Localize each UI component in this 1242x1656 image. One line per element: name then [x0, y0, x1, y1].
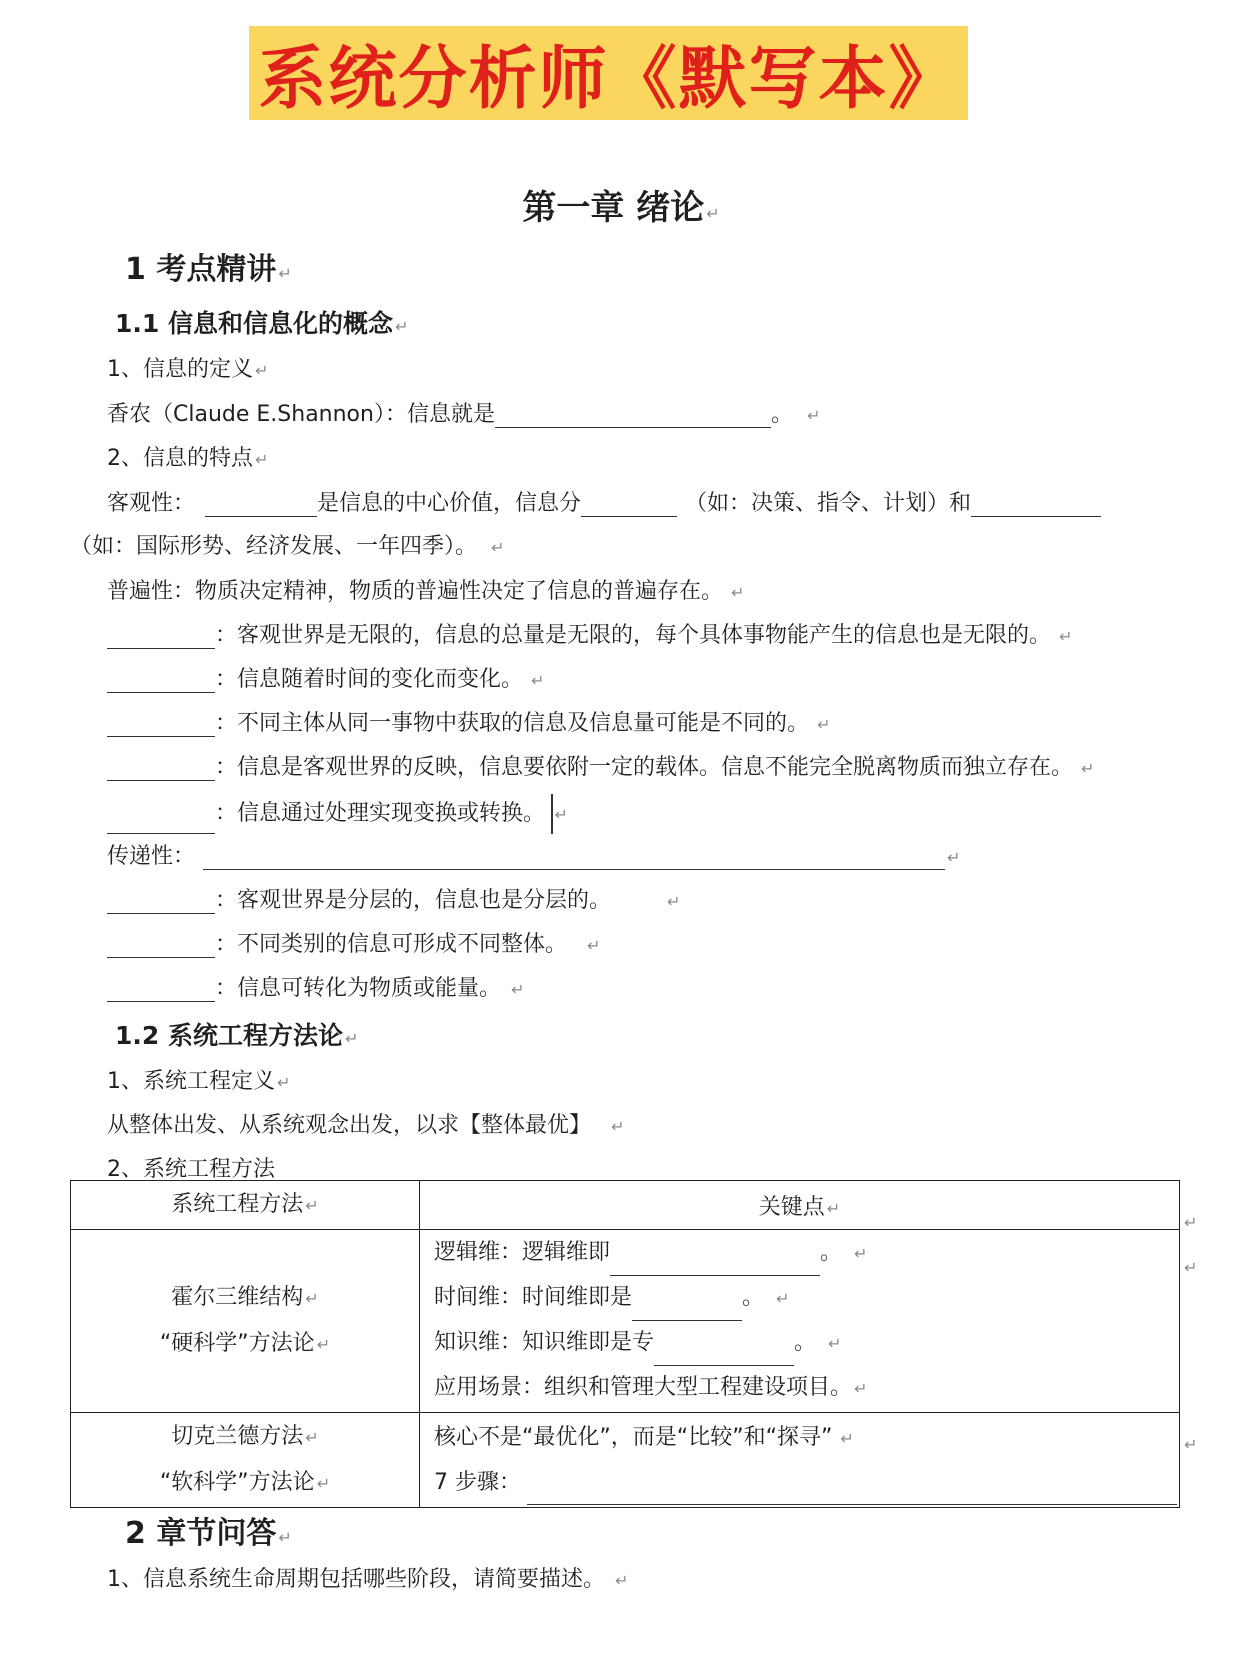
section-heading-1: [125, 244, 292, 288]
fill-blank[interactable]: [581, 492, 677, 517]
keypoint-text: 逻辑维：逻辑维即: [434, 1240, 611, 1265]
fill-blank[interactable]: [107, 889, 215, 914]
table-header-row: [71, 1181, 1180, 1230]
row-end-mark: ↵: [1184, 1435, 1198, 1454]
keypoint-text: 7 步骤：: [434, 1469, 521, 1495]
fill-item-row: [107, 883, 680, 914]
question-1: [107, 1562, 628, 1593]
paragraph-mark: ↵: [667, 892, 681, 911]
table-row: [71, 1413, 1180, 1508]
method-cell-checkland: [71, 1413, 420, 1508]
row-end-mark: ↵: [1184, 1213, 1198, 1232]
shannon-line: [107, 397, 820, 428]
fill-blank[interactable]: [654, 1341, 794, 1366]
subsection-heading-text: 1.1 信息和信息化的概念: [115, 309, 393, 338]
section-heading-2: [125, 1508, 292, 1552]
paragraph-mark: ↵: [947, 848, 961, 867]
subsection-heading-1-1: [115, 304, 408, 340]
fill-blank[interactable]: [107, 756, 215, 781]
methods-table: [70, 1180, 1180, 1508]
paragraph-mark: ↵: [706, 204, 720, 223]
table-header-cell: [420, 1181, 1180, 1230]
objectivity-line: [107, 486, 1101, 517]
paragraph-mark: ↵: [345, 1029, 359, 1048]
fill-item-row: [107, 750, 1094, 781]
paragraph-mark: ↵: [817, 715, 831, 734]
keypoint-text: 知识维：知识维即是专: [434, 1330, 655, 1355]
paragraph-mark: ↵: [305, 1196, 319, 1215]
line-text: （如：国际形势、经济发展、一年四季）。: [70, 534, 478, 559]
paragraph-mark: ↵: [615, 1571, 629, 1590]
fill-blank[interactable]: [495, 403, 771, 428]
paragraph-mark: ↵: [776, 1289, 790, 1308]
method-type: “硬科学”方法论: [159, 1331, 315, 1356]
line-text: ：不同类别的信息可形成不同整体。: [215, 932, 568, 957]
fill-blank[interactable]: [205, 492, 317, 517]
line-text: ：客观世界是无限的，信息的总量是无限的，每个具体事物能产生的信息也是无限的。: [215, 623, 1052, 648]
fill-blank[interactable]: [107, 668, 215, 693]
keypoint-text: 。: [742, 1285, 765, 1310]
subsection-heading-1-2: [115, 1016, 358, 1052]
line-text: 香农（Claude E.Shannon）：信息就是: [107, 402, 495, 427]
method-name: 霍尔三维结构: [171, 1285, 304, 1310]
fill-item-row: [107, 971, 524, 1002]
paragraph-mark: ↵: [531, 671, 545, 690]
paragraph-mark: ↵: [491, 538, 505, 557]
paragraph-mark: ↵: [395, 317, 409, 336]
fill-blank[interactable]: [107, 712, 215, 737]
paragraph-mark: ↵: [278, 1528, 292, 1547]
chapter-title-text: 第一章 绪论: [522, 188, 705, 228]
paragraph-mark: ↵: [554, 805, 568, 824]
keypoint-text: 核心不是“最优化”，而是“比较”和“探寻”: [434, 1424, 833, 1450]
fill-item-row: [107, 706, 830, 737]
paragraph-mark: ↵: [278, 264, 292, 283]
fill-blank[interactable]: [107, 933, 215, 958]
fill-blank[interactable]: [107, 977, 215, 1002]
method-name: 切克兰德方法: [171, 1424, 304, 1449]
keypoint-cell-hall: [420, 1230, 1180, 1413]
line-text: 2、信息的特点: [107, 446, 253, 471]
table-header-cell: [71, 1181, 420, 1230]
keypoint-text: 应用场景：组织和管理大型工程建设项目。: [434, 1375, 853, 1400]
line-text: 。: [770, 402, 793, 427]
paragraph-mark: ↵: [305, 1289, 319, 1308]
line-text: 1、系统工程定义: [107, 1069, 275, 1094]
paragraph-mark: ↵: [587, 936, 601, 955]
paragraph-mark: ↵: [511, 980, 525, 999]
syseng-definition-heading: [107, 1064, 290, 1095]
method-cell-hall: [71, 1230, 420, 1413]
paragraph-mark: ↵: [277, 1073, 291, 1092]
keypoint-cell-checkland: [420, 1413, 1180, 1508]
row-end-mark: ↵: [1184, 1258, 1198, 1277]
paragraph-mark: ↵: [1059, 627, 1073, 646]
line-text: 1、信息的定义: [107, 357, 253, 382]
line-text: 传递性：: [107, 844, 196, 869]
question-text: 1、信息系统生命周期包括哪些阶段，请简要描述。: [107, 1567, 605, 1592]
text-cursor: [551, 794, 553, 834]
fill-blank[interactable]: [632, 1296, 742, 1321]
paragraph-mark: ↵: [305, 1428, 319, 1447]
paragraph-mark: ↵: [1081, 759, 1095, 778]
paragraph-mark: ↵: [840, 1428, 854, 1448]
banner-title: 系统分析师《默写本》: [258, 39, 959, 119]
fill-blank[interactable]: [971, 492, 1101, 517]
fill-item-row: [107, 927, 600, 958]
paragraph-mark: ↵: [255, 450, 269, 469]
paragraph-mark: ↵: [826, 1198, 841, 1218]
line-text: （如：决策、指令、计划）和: [685, 491, 972, 516]
fill-blank[interactable]: [527, 1480, 1177, 1505]
section-heading-text: 2 章节问答: [125, 1516, 277, 1551]
objectivity-line-continued: [70, 529, 504, 560]
paragraph-mark: ↵: [611, 1117, 625, 1136]
syseng-methods-heading: [107, 1152, 275, 1183]
line-text: ：信息可转化为物质或能量。: [215, 976, 502, 1001]
chapter-title: [0, 180, 1242, 229]
header-text: 系统工程方法: [171, 1192, 304, 1217]
subsection-heading-text: 1.2 系统工程方法论: [115, 1021, 343, 1050]
line-text: 是信息的中心价值，信息分: [317, 491, 582, 516]
table-row: [71, 1230, 1180, 1413]
info-definition-heading: [107, 352, 268, 383]
title-banner: [249, 26, 968, 120]
transfer-line: [107, 839, 960, 870]
keypoint-text: 。: [794, 1330, 817, 1355]
syseng-definition-text: [107, 1108, 624, 1139]
fill-item-row: [107, 618, 1072, 649]
fill-blank[interactable]: [107, 809, 215, 834]
info-traits-heading: [107, 441, 268, 472]
keypoint-text: 时间维：时间维即是: [434, 1285, 633, 1310]
paragraph-mark: ↵: [806, 406, 821, 425]
line-text: ：不同主体从同一事物中获取的信息及信息量可能是不同的。: [215, 711, 810, 736]
paragraph-mark: ↵: [828, 1334, 842, 1353]
line-text: ：信息通过处理实现变换或转换。: [215, 801, 546, 826]
line-text: ：信息是客观世界的反映，信息要依附一定的载体。信息不能完全脱离物质而独立存在。: [215, 755, 1074, 780]
line-text: 2、系统工程方法: [107, 1157, 275, 1182]
paragraph-mark: ↵: [854, 1244, 868, 1263]
line-text: ：信息随着时间的变化而变化。: [215, 667, 524, 692]
line-text: 从整体出发、从系统观念出发，以求【整体最优】: [107, 1113, 592, 1138]
fill-blank[interactable]: [203, 845, 945, 870]
universality-line: [107, 574, 744, 605]
paragraph-mark: ↵: [316, 1335, 331, 1354]
section-heading-text: 1 考点精讲: [125, 252, 277, 287]
paragraph-mark: ↵: [255, 361, 269, 380]
line-text: 普遍性：物质决定精神，物质的普遍性决定了信息的普遍存在。: [107, 579, 724, 604]
method-type: “软科学”方法论: [159, 1470, 315, 1495]
fill-blank[interactable]: [107, 624, 215, 649]
paragraph-mark: ↵: [731, 583, 745, 602]
paragraph-mark: ↵: [854, 1379, 868, 1398]
line-text: ：客观世界是分层的，信息也是分层的。: [215, 888, 612, 913]
paragraph-mark: ↵: [316, 1474, 331, 1493]
keypoint-text: 。: [820, 1240, 843, 1265]
fill-item-row: [107, 794, 568, 834]
header-text: 关键点: [758, 1194, 825, 1220]
line-text: 客观性：: [107, 491, 196, 516]
fill-blank[interactable]: [610, 1251, 820, 1276]
fill-item-row: [107, 662, 544, 693]
